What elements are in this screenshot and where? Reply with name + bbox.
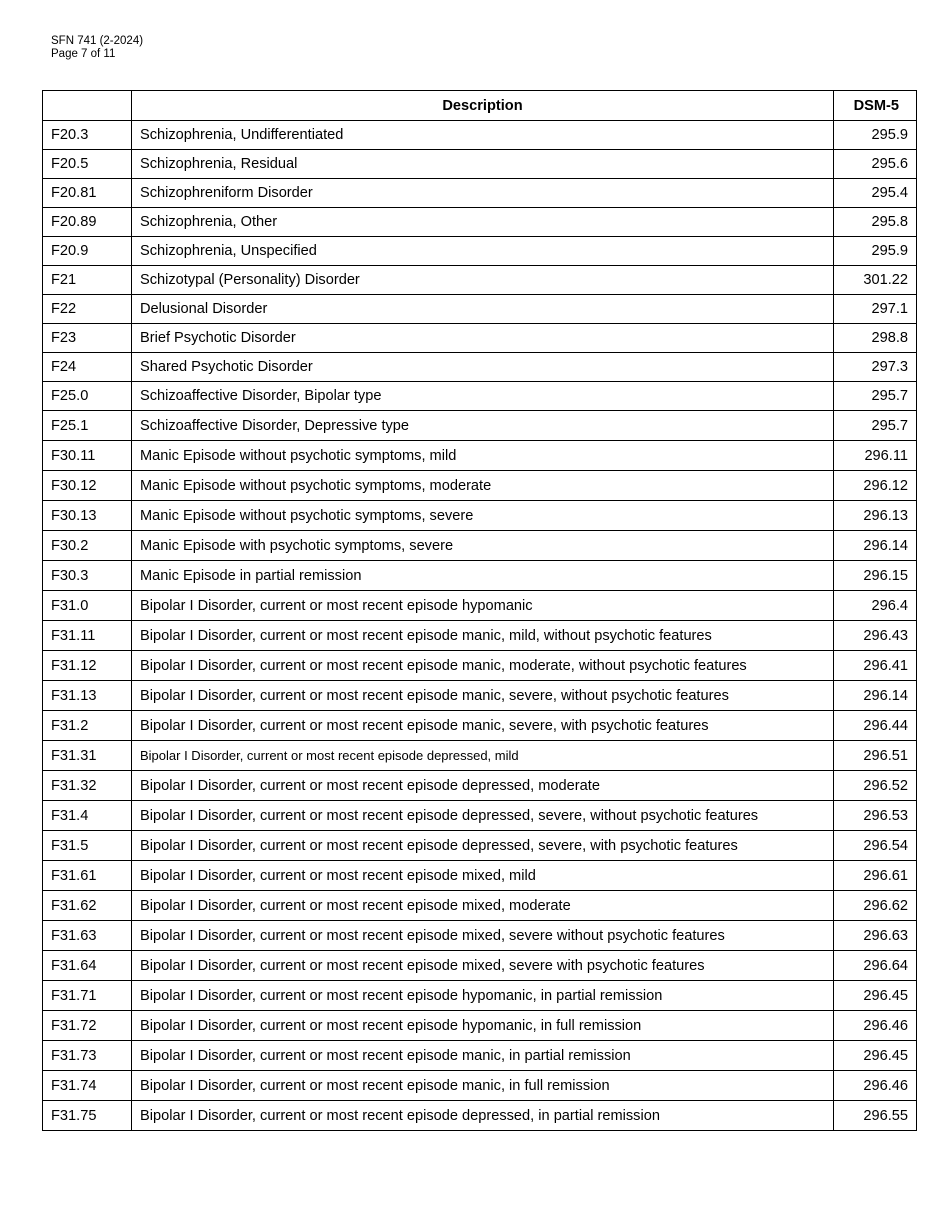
table-row	[43, 353, 917, 382]
table-row	[43, 471, 917, 501]
cell-dsm5-code: 296.61	[834, 861, 917, 891]
cell-icd10-code: F31.74	[43, 1071, 132, 1101]
cell-description: Bipolar I Disorder, current or most recent episode depressed, mild	[132, 741, 834, 771]
table-row	[43, 591, 917, 621]
cell-dsm5-code: 296.14	[834, 531, 917, 561]
cell-dsm5-code: 296.53	[834, 801, 917, 831]
cell-icd10-code: F30.13	[43, 501, 132, 531]
cell-description: Schizoaffective Disorder, Depressive type	[132, 411, 834, 441]
cell-icd10-code: F31.4	[43, 801, 132, 831]
cell-dsm5-code: 297.3	[834, 353, 917, 382]
table-row	[43, 861, 917, 891]
table-row	[43, 651, 917, 681]
cell-description: Bipolar I Disorder, current or most recent episode depressed, moderate	[132, 771, 834, 801]
table-row	[43, 121, 917, 150]
table-row	[43, 382, 917, 411]
cell-dsm5-code: 296.46	[834, 1071, 917, 1101]
cell-icd10-code: F25.1	[43, 411, 132, 441]
cell-dsm5-code: 296.45	[834, 1041, 917, 1071]
cell-description: Schizoaffective Disorder, Bipolar type	[132, 382, 834, 411]
cell-description: Bipolar I Disorder, current or most recent episode manic, moderate, without psychotic features	[132, 651, 834, 681]
form-id: SFN 741 (2-2024)	[51, 35, 144, 47]
cell-dsm5-code: 296.4	[834, 591, 917, 621]
cell-icd10-code: F31.31	[43, 741, 132, 771]
cell-icd10-code: F22	[43, 295, 132, 324]
cell-description: Schizophrenia, Residual	[132, 150, 834, 179]
header-dsm5: DSM-5	[834, 91, 917, 121]
table-row	[43, 1011, 917, 1041]
cell-description: Manic Episode in partial remission	[132, 561, 834, 591]
cell-description: Bipolar I Disorder, current or most recent episode mixed, moderate	[132, 891, 834, 921]
table-row	[43, 681, 917, 711]
cell-icd10-code: F30.12	[43, 471, 132, 501]
table-row	[43, 208, 917, 237]
cell-description: Bipolar I Disorder, current or most recent episode mixed, severe with psychotic features	[132, 951, 834, 981]
cell-icd10-code: F31.5	[43, 831, 132, 861]
table-row	[43, 831, 917, 861]
cell-dsm5-code: 296.44	[834, 711, 917, 741]
header-description: Description	[132, 91, 834, 121]
cell-dsm5-code: 296.54	[834, 831, 917, 861]
table-row	[43, 951, 917, 981]
cell-description: Bipolar I Disorder, current or most recent episode mixed, mild	[132, 861, 834, 891]
cell-dsm5-code: 295.4	[834, 179, 917, 208]
cell-description: Bipolar I Disorder, current or most recent episode hypomanic	[132, 591, 834, 621]
cell-dsm5-code: 296.52	[834, 771, 917, 801]
cell-dsm5-code: 296.45	[834, 981, 917, 1011]
cell-dsm5-code: 296.15	[834, 561, 917, 591]
table-row	[43, 981, 917, 1011]
table-row	[43, 266, 917, 295]
cell-dsm5-code: 296.14	[834, 681, 917, 711]
cell-dsm5-code: 296.64	[834, 951, 917, 981]
table-row	[43, 411, 917, 441]
table-row	[43, 741, 917, 771]
cell-description: Schizophrenia, Other	[132, 208, 834, 237]
cell-description: Bipolar I Disorder, current or most recent episode depressed, severe, without psychotic features	[132, 801, 834, 831]
cell-dsm5-code: 296.43	[834, 621, 917, 651]
cell-description: Schizophreniform Disorder	[132, 179, 834, 208]
table-row	[43, 1071, 917, 1101]
cell-dsm5-code: 295.9	[834, 121, 917, 150]
table-row	[43, 1041, 917, 1071]
cell-icd10-code: F30.3	[43, 561, 132, 591]
cell-dsm5-code: 298.8	[834, 324, 917, 353]
cell-description: Schizotypal (Personality) Disorder	[132, 266, 834, 295]
table-row	[43, 237, 917, 266]
cell-icd10-code: F31.62	[43, 891, 132, 921]
cell-icd10-code: F31.11	[43, 621, 132, 651]
cell-icd10-code: F31.72	[43, 1011, 132, 1041]
cell-icd10-code: F20.3	[43, 121, 132, 150]
cell-icd10-code: F31.0	[43, 591, 132, 621]
cell-description: Bipolar I Disorder, current or most recent episode manic, mild, without psychotic features	[132, 621, 834, 651]
cell-dsm5-code: 297.1	[834, 295, 917, 324]
cell-description: Bipolar I Disorder, current or most recent episode manic, severe, without psychotic features	[132, 681, 834, 711]
header-code	[43, 91, 132, 121]
cell-icd10-code: F31.32	[43, 771, 132, 801]
cell-dsm5-code: 301.22	[834, 266, 917, 295]
table-row	[43, 150, 917, 179]
cell-dsm5-code: 296.13	[834, 501, 917, 531]
table-row	[43, 1101, 917, 1131]
cell-description: Schizophrenia, Unspecified	[132, 237, 834, 266]
cell-dsm5-code: 295.7	[834, 382, 917, 411]
cell-description: Shared Psychotic Disorder	[132, 353, 834, 382]
cell-dsm5-code: 296.62	[834, 891, 917, 921]
table-header-row	[43, 91, 917, 121]
cell-icd10-code: F25.0	[43, 382, 132, 411]
cell-description: Schizophrenia, Undifferentiated	[132, 121, 834, 150]
cell-description: Bipolar I Disorder, current or most recent episode depressed, in partial remission	[132, 1101, 834, 1131]
cell-icd10-code: F31.73	[43, 1041, 132, 1071]
cell-dsm5-code: 296.63	[834, 921, 917, 951]
cell-description: Delusional Disorder	[132, 295, 834, 324]
cell-description: Bipolar I Disorder, current or most recent episode hypomanic, in full remission	[132, 1011, 834, 1041]
cell-description: Bipolar I Disorder, current or most recent episode depressed, severe, with psychotic features	[132, 831, 834, 861]
cell-icd10-code: F20.89	[43, 208, 132, 237]
diagnosis-code-table	[42, 90, 917, 1131]
cell-dsm5-code: 295.9	[834, 237, 917, 266]
table-row	[43, 531, 917, 561]
table-row	[43, 561, 917, 591]
cell-description: Manic Episode without psychotic symptoms, moderate	[132, 471, 834, 501]
cell-dsm5-code: 296.51	[834, 741, 917, 771]
cell-icd10-code: F30.11	[43, 441, 132, 471]
table-row	[43, 801, 917, 831]
cell-dsm5-code: 296.11	[834, 441, 917, 471]
form-header	[51, 35, 143, 61]
cell-description: Bipolar I Disorder, current or most recent episode manic, in full remission	[132, 1071, 834, 1101]
table-row	[43, 891, 917, 921]
cell-dsm5-code: 295.8	[834, 208, 917, 237]
cell-description: Bipolar I Disorder, current or most recent episode hypomanic, in partial remission	[132, 981, 834, 1011]
cell-description: Bipolar I Disorder, current or most recent episode manic, severe, with psychotic features	[132, 711, 834, 741]
table-row	[43, 711, 917, 741]
cell-icd10-code: F31.71	[43, 981, 132, 1011]
cell-icd10-code: F24	[43, 353, 132, 382]
cell-icd10-code: F31.13	[43, 681, 132, 711]
cell-icd10-code: F31.63	[43, 921, 132, 951]
cell-dsm5-code: 295.6	[834, 150, 917, 179]
cell-description: Manic Episode with psychotic symptoms, severe	[132, 531, 834, 561]
cell-icd10-code: F31.2	[43, 711, 132, 741]
cell-icd10-code: F31.12	[43, 651, 132, 681]
cell-icd10-code: F20.81	[43, 179, 132, 208]
cell-description: Brief Psychotic Disorder	[132, 324, 834, 353]
cell-dsm5-code: 295.7	[834, 411, 917, 441]
cell-description: Manic Episode without psychotic symptoms, mild	[132, 441, 834, 471]
table-body	[43, 121, 917, 1131]
cell-dsm5-code: 296.12	[834, 471, 917, 501]
table-row	[43, 501, 917, 531]
cell-dsm5-code: 296.55	[834, 1101, 917, 1131]
table-row	[43, 441, 917, 471]
table-row	[43, 295, 917, 324]
table-row	[43, 621, 917, 651]
cell-icd10-code: F23	[43, 324, 132, 353]
page-number: Page 7 of 11	[51, 48, 116, 60]
cell-icd10-code: F20.5	[43, 150, 132, 179]
cell-icd10-code: F20.9	[43, 237, 132, 266]
table-row	[43, 179, 917, 208]
table-row	[43, 921, 917, 951]
cell-icd10-code: F21	[43, 266, 132, 295]
cell-icd10-code: F30.2	[43, 531, 132, 561]
cell-description: Manic Episode without psychotic symptoms, severe	[132, 501, 834, 531]
cell-description: Bipolar I Disorder, current or most recent episode manic, in partial remission	[132, 1041, 834, 1071]
cell-dsm5-code: 296.41	[834, 651, 917, 681]
cell-icd10-code: F31.64	[43, 951, 132, 981]
table-row	[43, 771, 917, 801]
cell-icd10-code: F31.75	[43, 1101, 132, 1131]
table-row	[43, 324, 917, 353]
cell-dsm5-code: 296.46	[834, 1011, 917, 1041]
cell-icd10-code: F31.61	[43, 861, 132, 891]
cell-description: Bipolar I Disorder, current or most recent episode mixed, severe without psychotic features	[132, 921, 834, 951]
